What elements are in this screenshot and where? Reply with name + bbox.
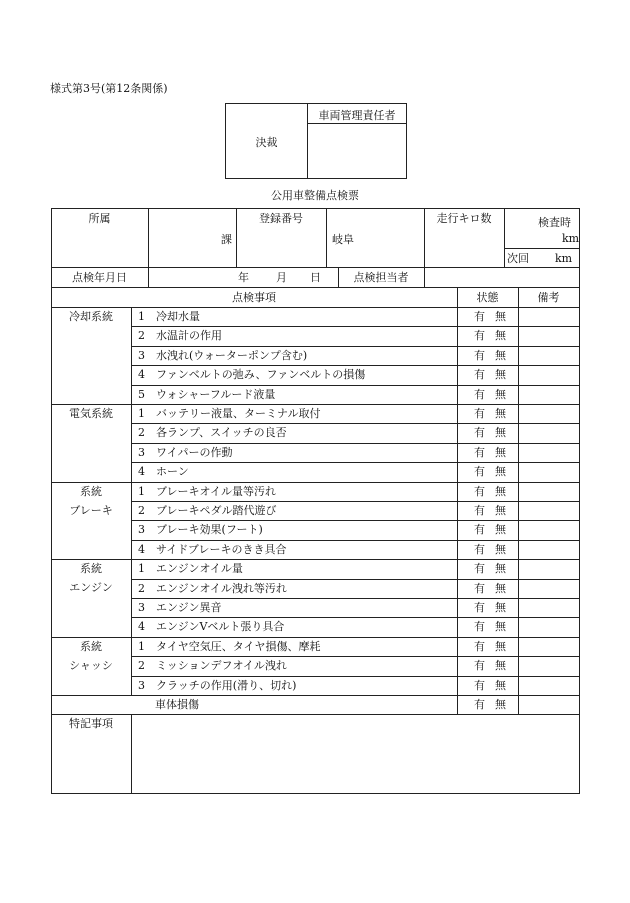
item-text: タイヤ空気圧、タイヤ損傷、摩耗 xyxy=(156,640,321,653)
table-top-border xyxy=(51,208,580,209)
row-border xyxy=(131,617,580,618)
item-text: ワイパーの作動 xyxy=(156,446,233,459)
manager-label: 車両管理責任者 xyxy=(318,109,396,122)
item-text: エンジンオイル洩れ等汚れ xyxy=(156,582,287,595)
item-text: ウォシャーフルード液量 xyxy=(156,388,276,401)
item-text: クラッチの作用(滑り、切れ) xyxy=(156,679,297,692)
status-no: 無 xyxy=(495,523,506,536)
table-line xyxy=(51,287,580,288)
status-no: 無 xyxy=(495,504,506,517)
item-number: 1 xyxy=(138,640,145,653)
remarks-header: 備考 xyxy=(537,291,560,304)
registration-label: 登録番号 xyxy=(259,212,303,225)
row-border xyxy=(131,676,580,677)
body-damage-label: 車体損傷 xyxy=(155,698,199,711)
row-border xyxy=(131,501,580,502)
table-line xyxy=(326,208,327,267)
form-number: 様式第3号(第12条関係) xyxy=(50,82,168,95)
section-suffix: 課 xyxy=(221,233,232,246)
status-no: 無 xyxy=(495,368,506,381)
item-number: 4 xyxy=(138,620,145,633)
status-yes: 有 xyxy=(474,504,485,517)
registration-prefix: 岐阜 xyxy=(332,233,354,246)
item-text: 冷却水量 xyxy=(156,310,200,323)
status-no: 無 xyxy=(495,640,506,653)
row-border xyxy=(131,520,580,521)
item-text: ブレーキ効果(フート) xyxy=(156,523,263,536)
item-text: エンジンオイル量 xyxy=(156,562,243,575)
status-yes: 有 xyxy=(474,446,485,459)
group-name: エンジン xyxy=(69,581,113,594)
row-border xyxy=(131,540,580,541)
item-number: 1 xyxy=(138,310,145,323)
status-no: 無 xyxy=(495,426,506,439)
item-number: 3 xyxy=(138,679,145,692)
status-yes: 有 xyxy=(474,562,485,575)
item-number: 2 xyxy=(138,329,145,342)
item-number: 5 xyxy=(138,388,145,401)
status-yes: 有 xyxy=(474,523,485,536)
item-text: 水洩れ(ウォーターポンプ含む) xyxy=(156,349,308,362)
status-no: 無 xyxy=(495,543,506,556)
row-border xyxy=(131,579,580,580)
item-text: ミッションデフオイル洩れ xyxy=(156,659,287,672)
status-no: 無 xyxy=(495,349,506,362)
table-line xyxy=(51,267,580,268)
km-unit-2: km xyxy=(555,252,573,265)
row-border xyxy=(131,443,580,444)
status-column-line xyxy=(457,287,458,714)
status-no: 無 xyxy=(495,659,506,672)
item-text: ブレーキペダル踏代遊び xyxy=(156,504,277,517)
remarks-column-line xyxy=(518,287,519,714)
next-time-label: 次回 xyxy=(507,252,529,265)
status-yes: 有 xyxy=(474,329,485,342)
item-number: 4 xyxy=(138,543,145,556)
row-border xyxy=(131,656,580,657)
item-text: ブレーキオイル量等汚れ xyxy=(156,485,277,498)
status-no: 無 xyxy=(495,446,506,459)
status-no: 無 xyxy=(495,679,506,692)
page-title: 公用車整備点検票 xyxy=(271,189,359,202)
category-column-line xyxy=(131,307,132,695)
item-number: 3 xyxy=(138,601,145,614)
inspector-label: 点検担当者 xyxy=(353,271,409,284)
status-yes: 有 xyxy=(474,388,485,401)
row-border xyxy=(131,326,580,327)
item-text: 水温計の作用 xyxy=(156,329,222,342)
status-no: 無 xyxy=(495,465,506,478)
status-no: 無 xyxy=(495,485,506,498)
item-number: 2 xyxy=(138,426,145,439)
row-border xyxy=(131,346,580,347)
inspection-time-label: 検査時 xyxy=(538,216,571,229)
km-unit-1: km xyxy=(562,232,580,245)
status-yes: 有 xyxy=(474,368,485,381)
row-border xyxy=(131,365,580,366)
status-yes: 有 xyxy=(474,640,485,653)
table-line xyxy=(148,208,149,287)
approval-box xyxy=(225,103,407,179)
status-yes: 有 xyxy=(474,698,485,711)
date-month: 月 xyxy=(276,271,287,284)
status-yes: 有 xyxy=(474,582,485,595)
item-text: 各ランプ、スイッチの良否 xyxy=(156,426,287,439)
status-yes: 有 xyxy=(474,601,485,614)
status-yes: 有 xyxy=(474,310,485,323)
status-yes: 有 xyxy=(474,679,485,692)
status-yes: 有 xyxy=(474,485,485,498)
approval-label: 決裁 xyxy=(255,136,278,149)
date-label: 点検年月日 xyxy=(72,271,127,284)
date-year: 年 xyxy=(238,271,249,284)
table-line xyxy=(504,248,580,249)
row-border xyxy=(131,423,580,424)
row-border xyxy=(51,695,580,696)
status-yes: 有 xyxy=(474,426,485,439)
status-no: 無 xyxy=(495,582,506,595)
item-text: ファンベルトの弛み、ファンベルトの損傷 xyxy=(156,368,366,381)
item-text: ホーン xyxy=(156,465,189,478)
table-line xyxy=(504,208,505,267)
notes-divider xyxy=(131,714,132,793)
item-text: エンジン異音 xyxy=(156,601,222,614)
status-no: 無 xyxy=(495,698,506,711)
row-border xyxy=(131,598,580,599)
status-yes: 有 xyxy=(474,407,485,420)
item-number: 1 xyxy=(138,407,145,420)
item-number: 4 xyxy=(138,465,145,478)
item-text: エンジンVベルト張り具合 xyxy=(156,620,285,633)
affiliation-label: 所属 xyxy=(88,212,111,225)
group-name: 系統 xyxy=(80,640,102,653)
status-yes: 有 xyxy=(474,465,485,478)
group-name: 系統 xyxy=(80,562,102,575)
row-border xyxy=(131,462,580,463)
item-number: 1 xyxy=(138,562,145,575)
status-no: 無 xyxy=(495,329,506,342)
date-day: 日 xyxy=(310,271,321,284)
item-number: 2 xyxy=(138,582,145,595)
row-border xyxy=(131,385,580,386)
item-number: 3 xyxy=(138,523,145,536)
status-no: 無 xyxy=(495,407,506,420)
item-number: 2 xyxy=(138,504,145,517)
status-header: 状態 xyxy=(476,291,499,304)
item-text: バッテリー液量、ターミナル取付 xyxy=(156,407,321,420)
group-name: 冷却系統 xyxy=(69,310,113,323)
notes-label: 特記事項 xyxy=(69,717,113,730)
item-number: 4 xyxy=(138,368,145,381)
item-number: 1 xyxy=(138,485,145,498)
item-text: サイドブレーキのきき具合 xyxy=(156,543,287,556)
item-number: 3 xyxy=(138,446,145,459)
status-yes: 有 xyxy=(474,659,485,672)
items-header: 点検事項 xyxy=(232,291,276,304)
item-number: 3 xyxy=(138,349,145,362)
status-yes: 有 xyxy=(474,543,485,556)
status-yes: 有 xyxy=(474,620,485,633)
status-no: 無 xyxy=(495,601,506,614)
item-number: 2 xyxy=(138,659,145,672)
group-name: 電気系統 xyxy=(69,407,113,420)
status-no: 無 xyxy=(495,562,506,575)
group-name: 系統 xyxy=(80,485,102,498)
status-no: 無 xyxy=(495,310,506,323)
mileage-label: 走行キロ数 xyxy=(436,212,492,225)
group-name: シャッシ xyxy=(69,659,113,672)
group-name: ブレーキ xyxy=(69,504,113,517)
status-no: 無 xyxy=(495,388,506,401)
status-no: 無 xyxy=(495,620,506,633)
status-yes: 有 xyxy=(474,349,485,362)
table-bottom-border xyxy=(51,793,580,794)
